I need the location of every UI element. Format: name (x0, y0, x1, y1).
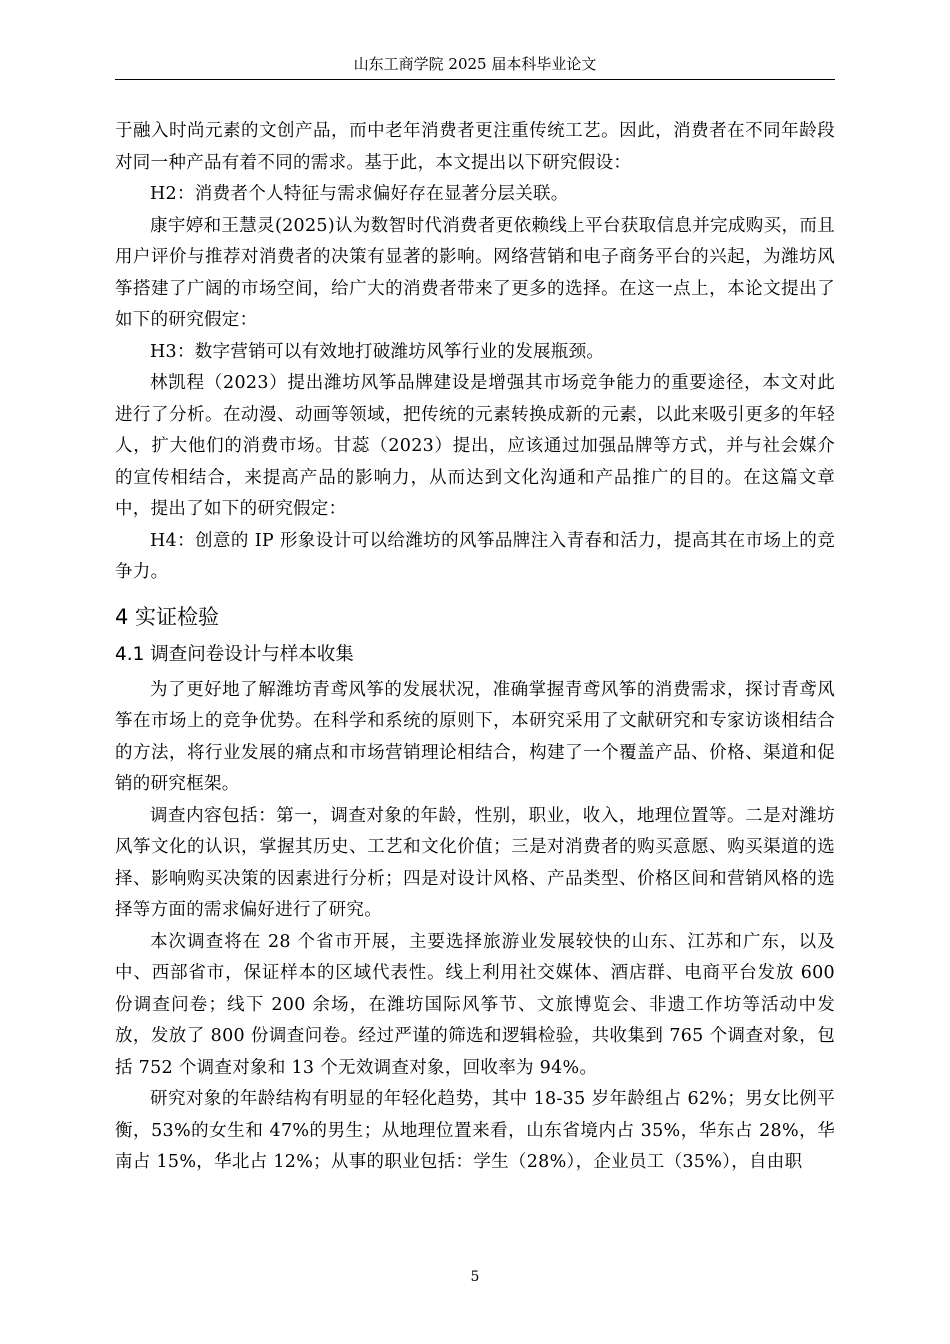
paragraph-survey-purpose: 为了更好地了解潍坊青鸢风筝的发展状况，准确掌握青鸢风筝的消费需求，探讨青鸢风筝在市场上的竞争优势。在科学和系统的原则下，本研究采用了文献研究和专家访谈相结合的方法，将行业发展的痛点和市场营销理论相结合，构建了一个覆盖产品、价格、渠道和促销的研究框架。 (115, 679, 835, 794)
paragraph-brand-building: 林凯程（2023）提出潍坊风筝品牌建设是增强其市场竞争能力的重要途径，本文对此进行了分析。在动漫、动画等领域，把传统的元素转换成新的元素，以此来吸引更多的年轻人，扩大他们的消费市场。甘蕊（2023）提出，应该通过加强品牌等方式，并与社会媒介的宣传相结合，来提高产品的影响力，从而达到文化沟通和产品推广的目的。在这篇文章中，提出了如下的研究假定： (115, 373, 835, 519)
paragraph-survey-scope: 本次调查将在 28 个省市开展，主要选择旅游业发展较快的山东、江苏和广东，以及中、西部省市，保证样本的区域代表性。线上利用社交媒体、酒店群、电商平台发放 600 份调查问卷；线下 200 余场，在潍坊国际风筝节、文旅博览会、非遗工作坊等活动中发放，发放了 800 份调查问卷。经过严谨的筛选和逻辑检验，共收集到 765 个调查对象，包括 752 个调查对象和 13 个无效调查对象，回收率为 94%。 (115, 931, 835, 1078)
section-heading: 4 实证检验 (115, 604, 220, 629)
hypothesis-h2: H2：消费者个人特征与需求偏好存在显著分层关联。 (150, 184, 569, 204)
subsection-heading: 4.1 调查问卷设计与样本收集 (115, 643, 354, 665)
page-body (115, 116, 835, 1179)
paragraph-survey-content: 调查内容包括：第一，调查对象的年龄，性别，职业，收入，地理位置等。二是对潍坊风筝文化的认识，掌握其历史、工艺和文化价值；三是对消费者的购买意愿、购买渠道的选择、影响购买决策的因素进行分析；四是对设计风格、产品类型、价格区间和营销风格的选择等方面的需求偏好进行了研究。 (115, 805, 835, 920)
running-header: 山东工商学院 2025 届本科毕业论文 (353, 55, 597, 73)
paragraph-digital-consumers: 康宇婷和王慧灵(2025)认为数智时代消费者更依赖线上平台获取信息并完成购买，而且用户评价与推荐对消费者的决策有显著的影响。网络营销和电子商务平台的兴起，为潍坊风筝搭建了广阔的市场空间，给广大的消费者带来了更多的选择。在这一点上，本论文提出了如下的研究假定： (115, 215, 835, 330)
header-divider (115, 79, 835, 80)
hypothesis-h4: H4：创意的 IP 形象设计可以给潍坊的风筝品牌注入青春和活力，提高其在市场上的竞争力。 (115, 530, 835, 582)
paragraph-continuation: 于融入时尚元素的文创产品，而中老年消费者更注重传统工艺。因此，消费者在不同年龄段对同一种产品有着不同的需求。基于此，本文提出以下研究假设： (115, 121, 835, 173)
page-number: 5 (470, 1269, 480, 1285)
paragraph-sample-profile: 研究对象的年龄结构有明显的年轻化趋势，其中 18-35 岁年龄组占 62%；男女比例平衡，53%的女生和 47%的男生；从地理位置来看，山东省境内占 35%，华东占 28%，华南占 15%，华北占 12%；从事的职业包括：学生（28%），企业员工（35%），自由职 (115, 1089, 835, 1172)
hypothesis-h3: H3：数字营销可以有效地打破潍坊风筝行业的发展瓶颈。 (150, 341, 605, 362)
